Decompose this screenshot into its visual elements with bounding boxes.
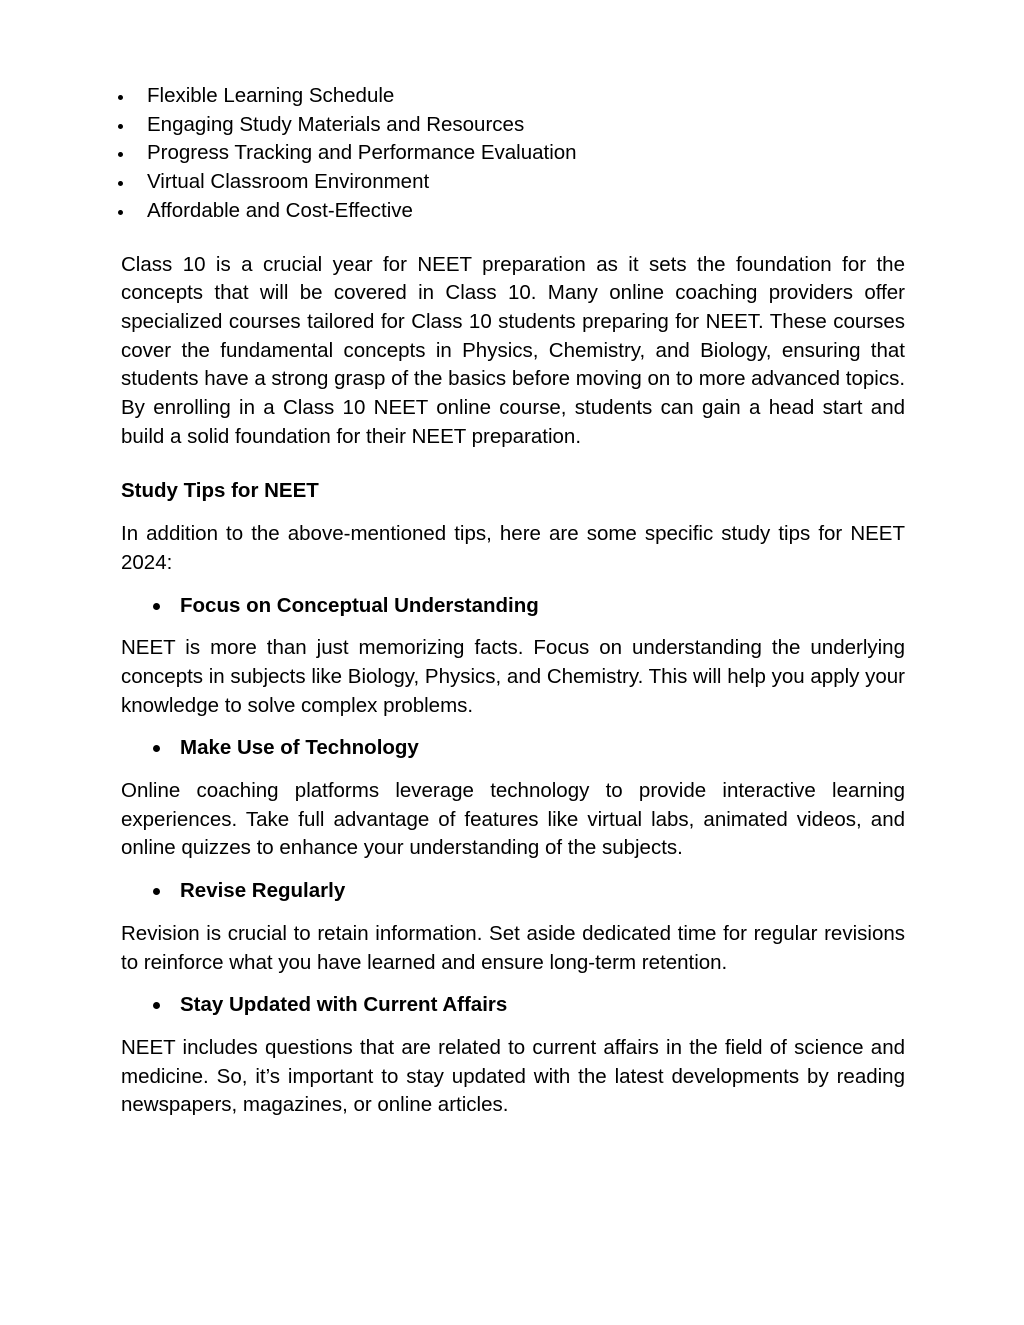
bullet-icon [118,181,123,186]
section-heading: Study Tips for NEET [121,479,319,503]
list-item [121,197,905,226]
tip-body-technology: Online coaching platforms leverage technology to provide interactive learning experiences. Take full advantage of features like virtual labs, animated videos, and online quizzes to enhance your understanding of the subjects. [121,779,905,860]
bullet-icon [153,1002,160,1009]
bullet-icon [153,603,160,610]
list-item [121,111,905,140]
list-item [121,168,905,197]
list-item [121,82,905,111]
section-intro: In addition to the above-mentioned tips, here are some specific study tips for NEET 2024: [121,522,905,574]
tip-title: Focus on Conceptual Understanding [180,593,539,617]
feature-text: Flexible Learning Schedule [147,84,395,107]
feature-text: Progress Tracking and Performance Evaluation [147,141,577,165]
feature-list [121,82,905,226]
tip-heading-technology [121,734,905,763]
document-page [121,82,905,1134]
tip-body-conceptual: NEET is more than just memorizing facts. Focus on understanding the underlying concepts in subjects like Biology, Physics, and Chemistry. This will help you apply your knowledge to solve complex problems. [121,636,905,717]
feature-text: Virtual Classroom Environment [147,170,430,194]
tip-heading-revise [121,877,905,906]
tip-title: Stay Updated with Current Affairs [180,993,508,1017]
bullet-icon [118,210,123,215]
bullet-icon [153,745,160,752]
tip-body-current-affairs: NEET includes questions that are related to current affairs in the field of science and medicine. So, it’s important to stay updated with the latest developments by reading newspapers, magazines, or online articles. [121,1035,905,1117]
class10-paragraph: Class 10 is a crucial year for NEET preparation as it sets the foundation for the concepts that will be covered in Class 10. Many online coaching providers offer specialized courses tailored for Class 10 students preparing for NEET. These courses cover the fundamental concepts in Physics, Chemistry, and Biology, ensuring that students have a strong grasp of the basics before moving on to more advanced topics. By enrolling in a Class 10 NEET online course, students can gain a head start and build a solid foundation for their NEET preparation. [121,252,906,448]
tip-title: Revise Regularly [180,879,346,903]
feature-text: Engaging Study Materials and Resources [147,112,525,136]
tip-title: Make Use of Technology [180,736,419,760]
feature-text: Affordable and Cost-Effective [147,198,413,222]
list-item [121,139,905,168]
bullet-icon [118,95,123,100]
tip-heading-current-affairs [121,991,905,1020]
bullet-icon [118,124,123,129]
bullet-icon [118,152,123,157]
tip-heading-conceptual [121,592,905,621]
tip-body-revise: Revision is crucial to retain information. Set aside dedicated time for regular revisions to reinforce what you have learned and ensure long-term retention. [121,921,905,974]
bullet-icon [153,888,160,895]
